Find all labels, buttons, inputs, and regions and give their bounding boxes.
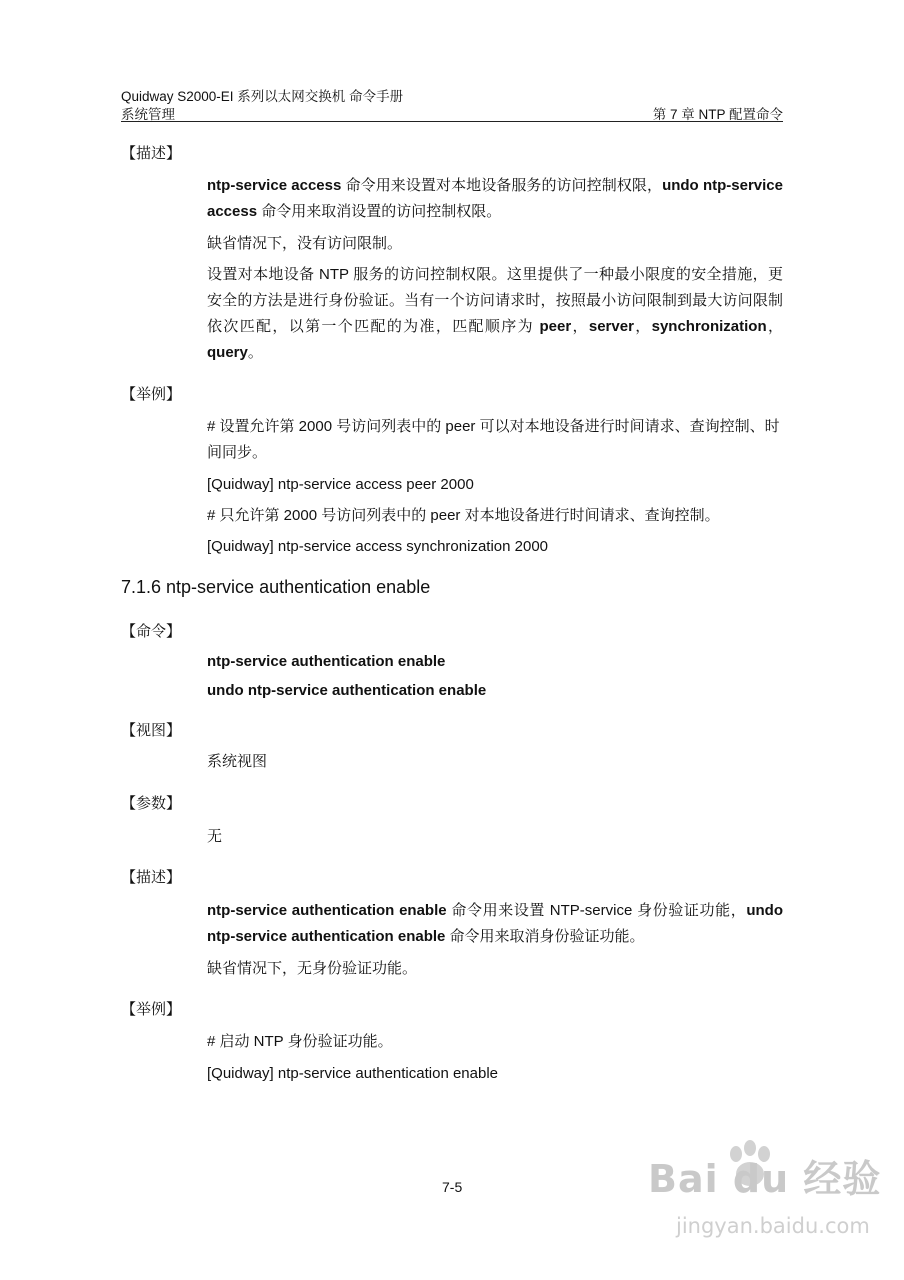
view-value: 系统视图 (207, 753, 268, 770)
example-command-1: [Quidway] ntp-service access peer 2000 (207, 476, 474, 493)
watermark-logo: Bai du 经验 (648, 1157, 882, 1201)
example-comment-3: # 启动 NTP 身份验证功能。 (207, 1033, 393, 1050)
desc-tag: 【描述】 (121, 144, 182, 162)
cmd-keyword: ntp-service access (207, 177, 342, 194)
desc-tag-2: 【描述】 (121, 868, 182, 886)
command-syntax-2: undo ntp-service authentication enable (207, 682, 487, 699)
example-tag: 【举例】 (121, 385, 182, 403)
example-comment-1: # 设置允许第 2000 号访问列表中的 peer 可以对本地设备进行时间请求、查询控制、时间同步。 (207, 418, 780, 461)
example-command-3: [Quidway] ntp-service authentication enable (207, 1065, 499, 1082)
command-tag: 【命令】 (121, 622, 182, 640)
desc-paragraph-2: 缺省情况下，没有访问限制。 (207, 235, 403, 252)
header-chapter: 第 7 章 NTP 配置命令 (652, 107, 783, 122)
header-section: 系统管理 (121, 107, 175, 122)
param-value: 无 (207, 828, 223, 845)
cmd-keyword: undo ntp-service access (207, 177, 783, 220)
param-tag: 【参数】 (121, 794, 182, 812)
desc-paragraph-4: ntp-service authentication enable 命令用来设置 NTP-service 身份验证功能，undo ntp-service authentication enable 命令用来取消身份验证功能。 (207, 902, 783, 945)
page-number: 7-5 (442, 1179, 463, 1195)
example-comment-2: # 只允许第 2000 号访问列表中的 peer 对本地设备进行时间请求、查询控制。 (207, 507, 720, 524)
desc-paragraph-3: 设置对本地设备 NTP 服务的访问控制权限。这里提供了一种最小限度的安全措施，更安全的方法是进行身份验证。当有一个访问请求时，按照最小访问限制到最大访问限制依次匹配，以第一个匹配的为准，匹配顺序为 peer，server，synchronization，query。 (207, 266, 783, 361)
section-title: 7.1.6 ntp-service authentication enable (121, 577, 431, 597)
header-doc-title: Quidway S2000-EI 系列以太网交换机 命令手册 (121, 89, 404, 104)
example-tag-2: 【举例】 (121, 1000, 182, 1018)
command-syntax-1: ntp-service authentication enable (207, 653, 446, 670)
desc-paragraph-5: 缺省情况下，无身份验证功能。 (207, 960, 418, 977)
desc-paragraph-1: ntp-service access 命令用来设置对本地设备服务的访问控制权限，undo ntp-service access 命令用来取消设置的访问控制权限。 (207, 177, 783, 220)
watermark-url: jingyan.baidu.com (676, 1214, 870, 1238)
view-tag: 【视图】 (121, 721, 182, 739)
example-command-2: [Quidway] ntp-service access synchronization 2000 (207, 538, 549, 555)
header-divider (121, 121, 783, 122)
